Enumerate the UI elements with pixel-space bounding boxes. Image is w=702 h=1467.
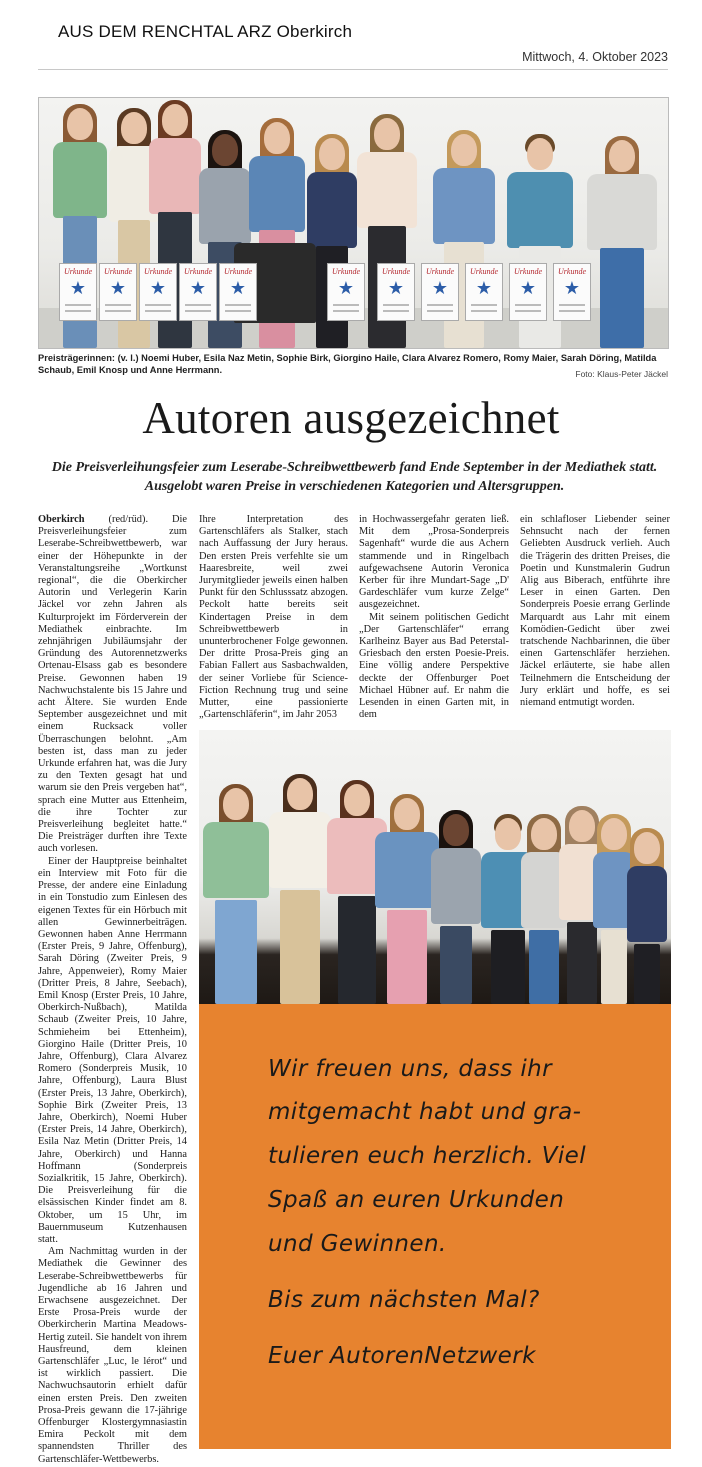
certificate: Urkunde ★ <box>327 263 365 321</box>
issue-date: Mittwoch, 4. Oktober 2023 <box>522 50 668 64</box>
article-column-1: Oberkirch (red/rüd). Die Preisverleihungsfeier zum Leserabe-Schreibwettbewerb, war einer der Höhepunkte in der Veranstaltungsreihe „Wortkunst regional“, die die Oberkircher Autorin und Verlegerin Karin Jäckel vor zehn Jahren als Kulturprojekt im Förderverein der Mediathek einbrachte. Im zehnjährigen Jubiläumsjahr der Gründung des Autorennetzwerks Ortenau-Elsass gab es besondere Preise. Gewonnen haben 19 Nachwuchstalente bis 15 Jahre und acht Ältere. Sie wurden Ende September ausgezeichnet und mit einem Rucksack voller Überraschungen belohnt. „Am besten ist, dass man zu jeder Urkunde erfahren hat, was die Jury zu den Texten gesagt hat und warum sie den Preis vergeben hat“, sprach eine Mutter aus Ettenheim, die ihre Tochter zur Preisverleihung begleitet hatte.“ Die Preisträger durften ihre Texte auch vorlesen. Einer der Hauptpreise beinhaltet ein Interview mit Foto für die Presse, der andere eine Einladung in ein Tonstudio zum Einlesen des eigenen Textes für ein Hörbuch mit allen Gewinnerbeiträgen. Gewonnen haben Anne Herrmann (Erster Preis, 9 Jahre, Offenburg), Sarah Döring (Zweiter Preis, 9 Jahre, Appenweier), Romy Maier (Dritter Preis, 8 Jahre, Seebach), Emil Knosp (Erster Preis, 10 Jahre, Oberkirch-Nußbach), Matilda Schaub (Zweiter Preis, 10 Jahre, Schmieheim bei Ettenheim), Giorgino Haile (Dritter Preis, 10 Jahre, Offenburg), Clara Alvarez Romero (Sonderpreis Musik, 10 Jahre, Offenburg), Laura Blust (Erster Preis, 13 Jahre, Oberkirch), Sophie Birk (Zweiter Preis, 13 Jahre, Oberkirch), Noemi Huber (Erster Preis, 14 Jahre, Oberkirch), Esila Naz Metin (Dritter Preis, 14 Jahre, Oberkirch) und Hanna Hoffmann (Sonderpreis Sozialkritik, 15 Jahre, Oberkirch). Die Preisverleihung für die elsässischen Kinder findet am 8. Oktober, um 15 Uhr, im Bauernmuseum Kutzenhausen statt. Am Nachmittag wurden in der Mediathek die Gewinner des Leserabe-Schreibwettbewerbs für Jugendliche ab 16 Jahren und Erwachsene ausgezeichnet. Der Erste Prosa-Preis wurde der Oberkircherin Martina Meadows-Hertig zuteil. Sie handelt von ihrem Hausfreund, dem kleinen Gartenschläfer „Luc, le lérot“ und ist wirklich passiert. Die Nachwuchsautorin erhielt dafür einen ersten Preis. Den zweiten Prosa-Preis gewann die 17-jährige Offenburger Klostergymnasiastin Emira Peckolt mit dem spannendsten Thriller des Gartenschläfer-Wettbewerbs. <box>38 514 187 1465</box>
star-icon: ★ <box>109 278 127 299</box>
photo-caption: Preisträgerinnen: (v. l.) Noemi Huber, Esila Naz Metin, Sophie Birk, Giorgino Haile, Clara Alvarez Romero, Romy Maier, Sarah Döring, Matilda Schaub, Emil Knosp und Anne Herrmann. <box>38 353 657 375</box>
article-column-3 <box>359 514 509 724</box>
greeting-line: Bis zum nächsten Mal? <box>268 1287 540 1313</box>
article-location: Oberkirch <box>38 514 85 525</box>
star-icon: ★ <box>475 278 493 299</box>
certificate: Urkunde ★ <box>99 263 137 321</box>
star-icon: ★ <box>519 278 537 299</box>
certificate: Urkunde ★ <box>553 263 591 321</box>
child-figure <box>375 798 439 1004</box>
article-headline: Autoren ausgezeichnet <box>142 393 560 443</box>
star-icon: ★ <box>149 278 167 299</box>
child-figure <box>269 778 331 1004</box>
article-paragraph: Mit seinem politischen Gedicht „Der Gartenschläfer“ errang Karlheinz Bayer aus Bad Peterstal-Griesbach den ersten Poesie-Preis. Eine völlig andere Perspektive deckte der Offenburger Poet Michael Hübner auf. Er nahm die Lesenden in einen Garten mit, in dem <box>359 611 509 721</box>
article-paragraph: Ihre Interpretation des Gartenschläfers als Stalker, stach nach Auffassung der Jury heraus. Den ersten Preis verfehlte sie um Haaresbreite, weil zwei Jurymitglieder jeweils einen halben Punkt für den Schlusssatz abzogen. Peckolt hatte bereits seit Kindertagen Preise in dem Schreibwettbewerb in ununterbrochener Folge gewonnen. Der dritte Prosa-Preis ging an Fabian Fallert aus Sasbachwalden, der seiner Vorliebe für Science-Fiction Rechnung trug und seine Mutter, eine passionierte „Gartenschläferin“, im Jahr 2053 <box>199 514 348 721</box>
article-paragraph: Einer der Hauptpreise beinhaltet ein Interview mit Foto für die Presse, der andere eine Einladung in ein Tonstudio zum Einlesen des eigenen Textes für ein Hörbuch mit allen Gewinnerbeiträgen. Gewonnen haben Anne Herrmann (Erster Preis, 9 Jahre, Offenburg), Sarah Döring (Zweiter Preis, 9 Jahre, Appenweier), Romy Maier (Dritter Preis, 8 Jahre, Seebach), Emil Knosp (Erster Preis, 10 Jahre, Oberkirch-Nußbach), Matilda Schaub (Zweiter Preis, 10 Jahre, Schmieheim bei Ettenheim), Giorgino Haile (Dritter Preis, 10 Jahre, Offenburg), Clara Alvarez Romero (Sonderpreis Musik, 10 Jahre, Offenburg), Laura Blust (Erster Preis, 13 Jahre, Oberkirch), Sophie Birk (Zweiter Preis, 13 Jahre, Oberkirch), Noemi Huber (Erster Preis, 14 Jahre, Oberkirch), Esila Naz Metin (Dritter Preis, 14 Jahre, Oberkirch) und Hanna Hoffmann (Sonderpreis Sozialkritik, 15 Jahre, Oberkirch). Die Preisverleihung für die elsässischen Kinder findet am 8. Oktober, um 15 Uhr, im Bauernmuseum Kutzenhausen statt. <box>38 855 187 1245</box>
article-paragraph: Am Nachmittag wurden in der Mediathek die Gewinner des Leserabe-Schreibwettbewerbs für Jugendliche ab 16 Jahren und Erwachsene ausgezeichnet. Der Erste Prosa-Preis wurde der Oberkircherin Martina Meadows-Hertig zuteil. Sie handelt von ihrem Hausfreund, dem kleinen Gartenschläfer „Luc, le lérot“ und ist wirklich passiert. Die Nachwuchsautorin erhielt dafür einen ersten Preis. Den zweiten Prosa-Preis gewann die 17-jährige Offenburger Klostergymnasiastin Emira Peckolt mit dem spannendsten Thriller des Gartenschläfer-Wettbewerbs. <box>38 1246 187 1465</box>
photo-credit: Foto: Klaus-Peter Jäckel <box>575 369 668 379</box>
star-icon: ★ <box>189 278 207 299</box>
award-winners-photo <box>38 97 669 349</box>
group-photo <box>199 730 671 1004</box>
article-column-2 <box>199 514 348 724</box>
child-figure <box>203 788 269 1004</box>
star-icon: ★ <box>387 278 405 299</box>
certificate: Urkunde ★ <box>59 263 97 321</box>
certificate: Urkunde ★ <box>377 263 415 321</box>
child-figure <box>431 814 481 1004</box>
certificate: Urkunde ★ <box>465 263 503 321</box>
article-paragraph: in Hochwassergefahr geraten ließ. Mit dem „Prosa-Sonderpreis Sagenhaft“ wurde die aus Achern stammende und in Ringelbach aufgewachsene Autorin Veronica Kerber für ihre Mundart-Sage „D' Gardeschläfer vum kurze Zelge“ ausgezeichnet. <box>359 514 509 611</box>
article-paragraph: ein schlafloser Liebender seiner Sehnsucht nach der fernen Geliebten Ausdruck verlieh. Auch die Trägerin des dritten Preises, die Poetin und Kunstmalerin Gudrun Alig aus Biberach, entführte ihre Leser in einen Garten. Den Sonderpreis Poesie errang Gerlinde Marquardt aus Lahr mit einem Komödien-Gedicht über zwei tratschende Nachbarinnen, die über einen Gartenschläfer herziehen. Jäckel erläuterte, sie habe allen Teilnehmern die Entscheidung der Jury erklärt und hoffe, es sei niemand entmutigt worden. <box>520 514 670 709</box>
certificate: Urkunde ★ <box>179 263 217 321</box>
greeting-line: Spaß an euren Urkunden <box>268 1187 565 1213</box>
greeting-line: tulieren euch herzlich. Viel <box>268 1143 587 1169</box>
child-figure <box>627 832 667 1004</box>
article-column-4 <box>520 514 670 724</box>
certificate-row <box>59 263 598 325</box>
certificate: Urkunde ★ <box>421 263 459 321</box>
certificate: Urkunde ★ <box>509 263 547 321</box>
header-divider <box>38 69 668 70</box>
greeting-signature: Euer AutorenNetzwerk <box>268 1343 536 1369</box>
certificate: Urkunde ★ <box>219 263 257 321</box>
article-subheadline: Die Preisverleihungsfeier zum Leserabe-Schreibwettbewerb fand Ende September in der Mediathek statt. Ausgelobt waren Preise in verschiedenen Kategorien und Altersgruppen. <box>51 460 658 494</box>
star-icon: ★ <box>229 278 247 299</box>
star-icon: ★ <box>563 278 581 299</box>
star-icon: ★ <box>69 278 87 299</box>
greeting-line: Wir freuen uns, dass ihr <box>268 1056 552 1082</box>
star-icon: ★ <box>431 278 449 299</box>
section-header: AUS DEM RENCHTAL ARZ Oberkirch <box>58 22 353 41</box>
greeting-line: und Gewinnen. <box>268 1231 447 1257</box>
certificate: Urkunde ★ <box>139 263 177 321</box>
star-icon: ★ <box>337 278 355 299</box>
greeting-line: mitgemacht habt und gra- <box>268 1099 582 1125</box>
